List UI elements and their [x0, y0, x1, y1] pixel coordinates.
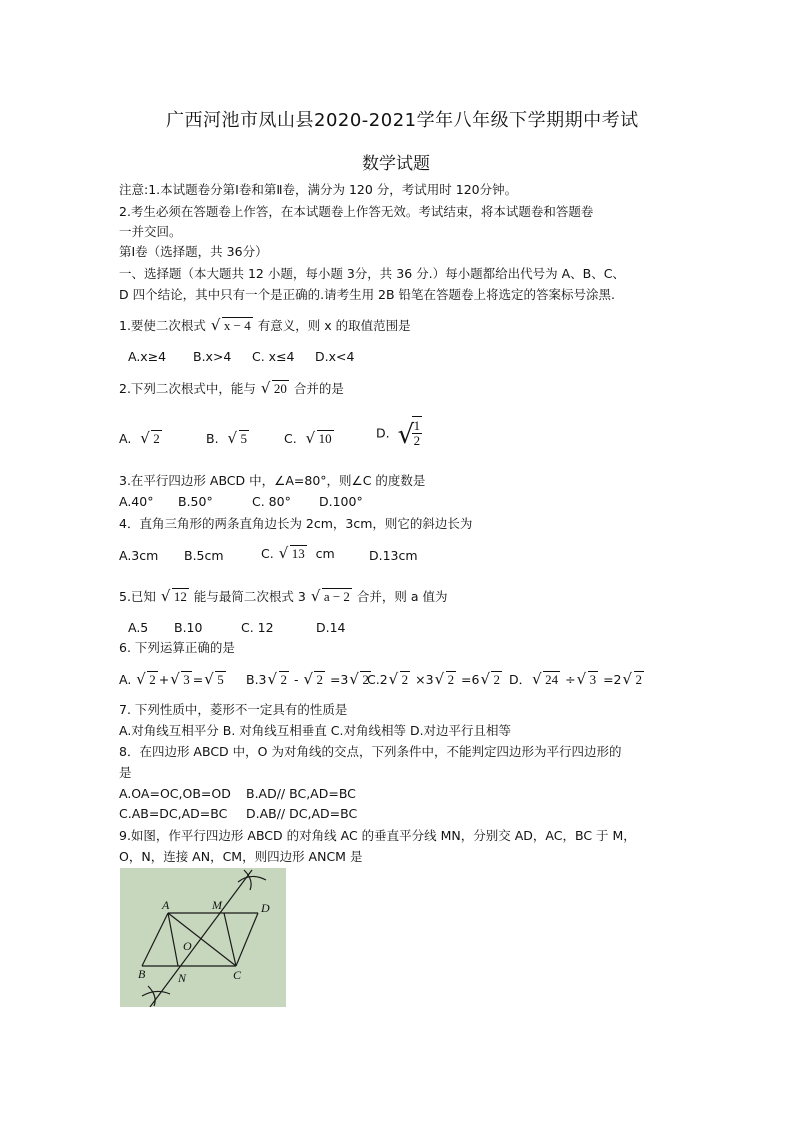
- q2-option-c-radical: [306, 431, 334, 447]
- label-m: M: [212, 898, 222, 912]
- question-5-stem: [119, 589, 448, 605]
- fraction-denominator: 2: [413, 433, 421, 448]
- question-3-stem: 3.在平行四边形 ABCD 中，∠A=80°，则∠C 的度数是: [119, 473, 426, 488]
- radical-sign-icon: √: [227, 429, 238, 447]
- q6-b-radicand-2: 2: [316, 672, 323, 687]
- q6-option-c-label: C.2: [367, 672, 388, 687]
- q6-a-equals: =: [192, 672, 204, 687]
- q6-b-radical-2: [303, 672, 325, 688]
- q6-d-radical-3: [623, 672, 645, 688]
- q6-option-d: [509, 672, 645, 688]
- radical-sign-icon: √: [310, 587, 321, 605]
- note-line-2: 2.考生必须在答题卷上作答，在本试题卷上作答无效。考试结束，将本试题卷和答题卷: [119, 204, 594, 219]
- q4-option-c-unit: cm: [315, 546, 335, 561]
- q1-stem-pre: 1.要使二次根式: [119, 318, 206, 333]
- q6-b-radicand-3: 2: [362, 672, 369, 687]
- q3-option-a: A.40°: [119, 494, 154, 509]
- radical-sign-icon: √: [278, 544, 289, 562]
- q6-d-radicand-2: 3: [589, 672, 597, 687]
- q4-option-a: A.3cm: [119, 548, 159, 563]
- q6-a-radicand-2: 3: [183, 672, 190, 687]
- q2-stem-post: 合并的是: [293, 381, 344, 396]
- q2-option-b-radicand: 5: [240, 431, 248, 446]
- q1-radicand: x − 4: [223, 318, 251, 333]
- side-cd: [236, 913, 258, 966]
- radical-sign-icon: √: [388, 670, 399, 688]
- q6-a-radical-3: [204, 672, 226, 688]
- q4-option-c-radical: [279, 546, 307, 562]
- radical-sign-icon: √: [397, 420, 415, 450]
- segment-an: [168, 913, 178, 966]
- q6-d-radical-2: [577, 672, 599, 688]
- q6-b-radicand-1: 2: [280, 672, 288, 687]
- radical-sign-icon: √: [210, 316, 221, 334]
- q8-option-d: D.AB// DC,AD=BC: [246, 806, 358, 821]
- q5-stem-pre: 5.已知: [119, 589, 156, 604]
- q6-c-times: ×3: [411, 672, 434, 687]
- q5-radical-1: [161, 589, 189, 605]
- q6-option-d-label: D．: [509, 672, 532, 687]
- exam-title: 广西河池市凤山县2020-2021学年八年级下学期期中考试: [166, 110, 639, 131]
- q1-option-d: D.x<4: [315, 349, 355, 364]
- radical-sign-icon: √: [170, 670, 180, 688]
- q6-d-radicand-1: 24: [545, 672, 559, 687]
- radical-sign-icon: √: [349, 670, 359, 688]
- q5-radical-2: [311, 589, 352, 605]
- note-line-1: 注意:1.本试题卷分第Ⅰ卷和第Ⅱ卷，满分为 120 分，考试用时 120分钟。: [119, 182, 518, 197]
- q4-option-c: [261, 546, 335, 562]
- q4-option-b: B.5cm: [184, 548, 224, 563]
- q2-option-d-radical: [398, 416, 423, 448]
- q4-option-d: D.13cm: [369, 548, 418, 563]
- q6-b-radical-1: [268, 672, 290, 688]
- question-6-stem: 6. 下列运算正确的是: [119, 640, 235, 655]
- q2-option-a-radicand: 2: [153, 431, 160, 446]
- q5-radicand-2: a − 2: [323, 589, 350, 604]
- q6-d-radical-1: [532, 672, 560, 688]
- q6-d-divide: ÷: [561, 672, 576, 687]
- q6-option-a: [119, 672, 227, 688]
- q6-d-equals: =2: [599, 672, 622, 687]
- section-instructions-2: D 四个结论，其中只有一个是正确的.请考生用 2B 铅笔在答题卷上将选定的答案标号涂黑.: [119, 287, 616, 302]
- q6-c-radical-1: [389, 672, 411, 688]
- q6-option-b: [246, 672, 372, 688]
- radical-sign-icon: √: [622, 670, 633, 688]
- radical-sign-icon: √: [434, 670, 445, 688]
- q3-option-b: B.50°: [178, 494, 213, 509]
- radical-sign-icon: √: [303, 670, 314, 688]
- label-d: D: [261, 901, 270, 915]
- q4-option-c-label: C.: [261, 546, 274, 561]
- question-1-stem: [119, 318, 411, 334]
- label-a: A: [162, 898, 170, 912]
- q5-option-b: B.10: [174, 620, 203, 635]
- q6-c-radicand-3: 2: [493, 672, 500, 687]
- q2-option-b-label: B.: [206, 431, 219, 446]
- q2-option-a-radical: [140, 431, 162, 447]
- q6-c-radicand-2: 2: [447, 672, 455, 687]
- q2-radical: [261, 381, 289, 397]
- parallelogram-diagram: [120, 868, 286, 1007]
- q6-c-equals: =6: [457, 672, 480, 687]
- q6-c-radicand-1: 2: [401, 672, 409, 687]
- q3-option-d: D.100°: [319, 494, 363, 509]
- radical-sign-icon: √: [260, 379, 271, 397]
- radical-sign-icon: √: [480, 670, 491, 688]
- q8-option-c: C.AB=DC,AD=BC: [119, 806, 228, 821]
- label-b: B: [138, 967, 146, 981]
- arc-mark-bottom: [142, 991, 170, 996]
- q2-option-b: [206, 431, 250, 447]
- bisector-mn: [150, 870, 252, 1007]
- q6-d-radicand-3: 2: [635, 672, 642, 687]
- arc-mark-top: [238, 876, 266, 882]
- q6-b-equals: =3: [325, 672, 349, 687]
- q2-radicand: 20: [273, 381, 287, 396]
- parallelogram-figure: [120, 868, 286, 1007]
- question-9-stem-1: 9.如图，作平行四边形 ABCD 的对角线 AC 的垂直平分线 MN，分别交 AD，AC，BC 于 M，: [119, 828, 636, 843]
- q6-a-plus: +: [158, 672, 170, 687]
- q6-b-minus: -: [290, 672, 303, 687]
- label-c: C: [233, 968, 242, 982]
- q3-option-c: C. 80°: [252, 494, 291, 509]
- q1-radical: [211, 318, 253, 334]
- question-2-stem: [119, 381, 344, 397]
- side-ab: [142, 913, 168, 966]
- q6-a-radical-2: [170, 672, 192, 688]
- radical-sign-icon: √: [576, 670, 587, 688]
- q5-option-d: D.14: [316, 620, 346, 635]
- question-8-stem-2: 是: [119, 765, 132, 780]
- radical-sign-icon: √: [267, 670, 278, 688]
- q6-c-radical-2: [435, 672, 457, 688]
- q2-stem-pre: 2.下列二次根式中，能与: [119, 381, 256, 396]
- q6-a-radicand-1: 2: [149, 672, 156, 687]
- q1-stem-post: 有意义，则 x 的取值范围是: [257, 318, 411, 333]
- q5-option-a: A.5: [128, 620, 149, 635]
- q6-c-radical-3: [480, 672, 502, 688]
- q5-radicand-1: 12: [173, 589, 187, 604]
- radical-sign-icon: √: [160, 587, 171, 605]
- radical-sign-icon: √: [305, 429, 316, 447]
- q5-stem-mid: 能与最简二次根式 3: [193, 589, 306, 604]
- q2-option-d-label: D.: [376, 425, 390, 441]
- q2-option-b-radical: [228, 431, 250, 447]
- radical-sign-icon: √: [140, 429, 150, 447]
- q6-option-a-label: A.: [119, 672, 132, 687]
- q2-option-c-radicand: 10: [318, 431, 332, 446]
- question-9-stem-2: O，N，连接 AN，CM，则四边形 ANCM 是: [119, 849, 363, 864]
- fraction-numerator: 1: [413, 418, 421, 433]
- radical-sign-icon: √: [204, 670, 214, 688]
- q6-a-radicand-3: 5: [217, 672, 224, 687]
- q8-option-a: A.OA=OC,OB=OD: [119, 786, 231, 801]
- q2-option-c-label: C.: [284, 431, 297, 446]
- q2-option-a: [119, 431, 163, 447]
- arc-mark-bottom-2: [148, 986, 155, 1006]
- q2-option-c: [284, 431, 335, 447]
- q5-option-c: C. 12: [241, 620, 274, 635]
- q1-option-a: A.x≥4: [128, 349, 167, 364]
- q6-option-b-label: B.3: [246, 672, 267, 687]
- q1-option-b: B.x>4: [193, 349, 232, 364]
- note-line-3: 一并交回。: [119, 224, 182, 239]
- q7-options: A.对角线互相平分 B. 对角线互相垂直 C.对角线相等 D.对边平行且相等: [119, 723, 512, 738]
- radical-sign-icon: √: [136, 670, 146, 688]
- label-n: N: [178, 971, 187, 985]
- q8-option-b: B.AD// BC,AD=BC: [246, 786, 356, 801]
- section-instructions-1: 一、选择题（本大题共 12 小题，每小题 3分，共 36 分.）每小题都给出代号为 A、B、C、: [119, 266, 625, 281]
- exam-subtitle: 数学试题: [362, 154, 430, 174]
- q4-option-c-radicand: 13: [291, 546, 305, 561]
- radical-sign-icon: √: [532, 670, 542, 688]
- label-o: O: [183, 939, 192, 953]
- question-8-stem-1: 8．在四边形 ABCD 中，O 为对角线的交点，下列条件中，不能判定四边形为平行四边形的: [119, 744, 622, 759]
- question-7-stem: 7. 下列性质中，菱形不一定具有的性质是: [119, 702, 348, 717]
- part-heading: 第Ⅰ卷（选择题，共 36分）: [119, 244, 268, 259]
- q6-a-radical-1: [136, 672, 158, 688]
- q2-option-a-label: A.: [119, 431, 132, 446]
- question-4-stem: 4．直角三角形的两条直角边长为 2cm，3cm，则它的斜边长为: [119, 516, 473, 531]
- q2-option-d: [376, 416, 422, 448]
- q5-stem-post: 合并，则 a 值为: [356, 589, 448, 604]
- q6-option-c: [367, 672, 503, 688]
- q1-option-c: C. x≤4: [252, 349, 295, 364]
